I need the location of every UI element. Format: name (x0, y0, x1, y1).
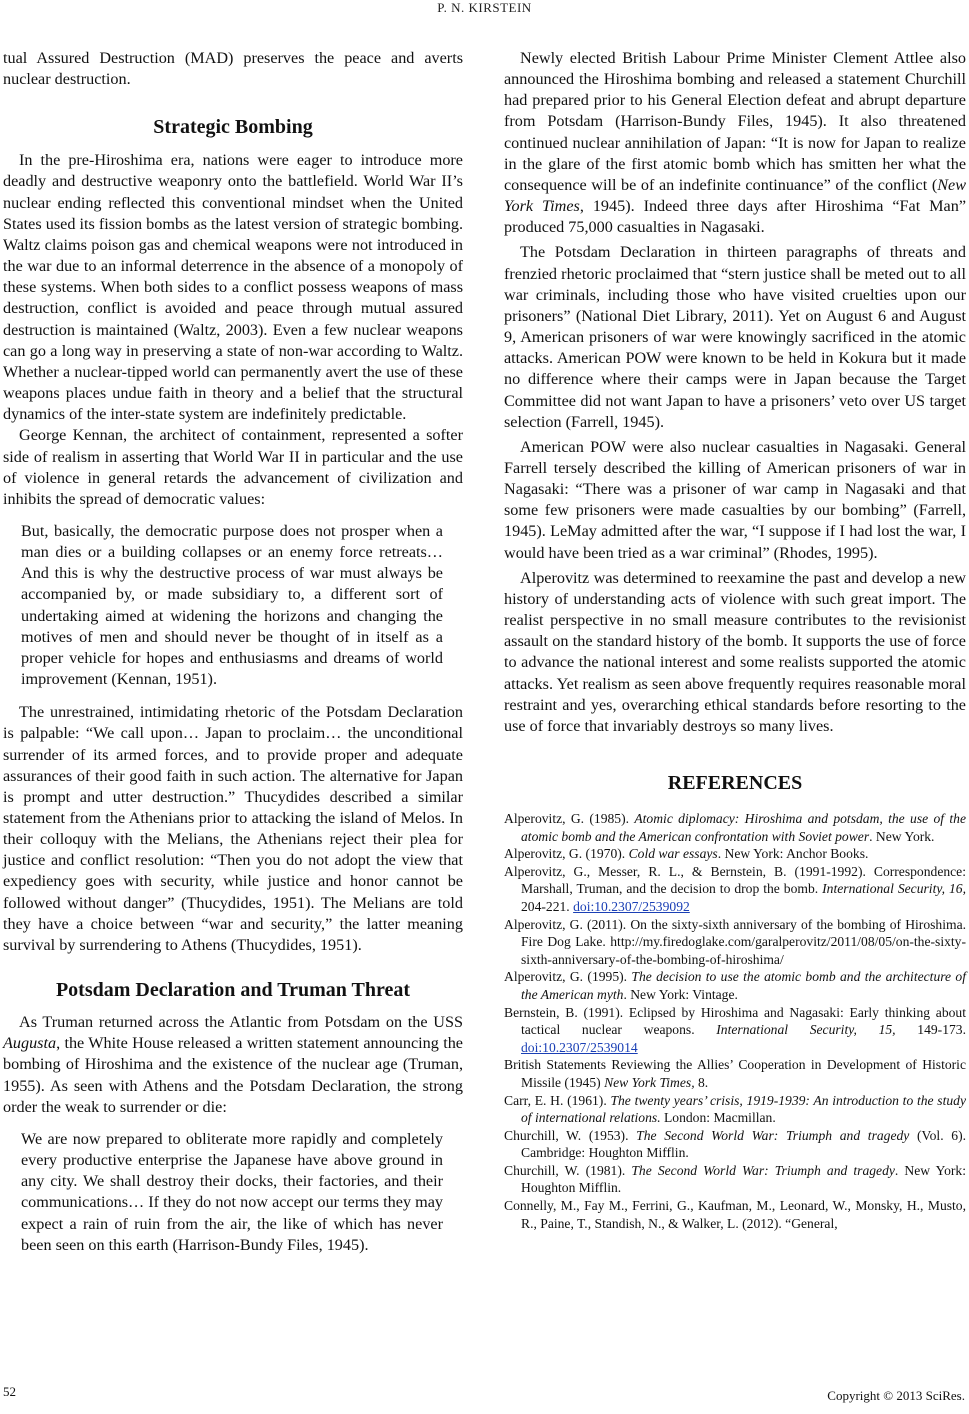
page-number: 52 (3, 1384, 16, 1399)
ref-text: Carr, E. H. (1961). (504, 1092, 611, 1108)
reference-item (504, 810, 966, 845)
reference-item (504, 863, 966, 916)
ref-title: Atomic diplomacy: Hiroshima and potsdam, the use of the atomic bomb and the American confrontation with Soviet power (521, 811, 966, 844)
paragraph-unrestrained: The unrestrained, intimidating rhetoric of the Potsdam Declaration is palpable: “We call upon… Japan to proclaim… the unconditional surrender of its armed forces, and to provide proper and adequate assurances of their good faith in such action. The alternative for Japan is prompt and utter destruction.” Thucydides described a similar statement from the Athenians prior to attacking the island of Melos. In their colloquy with the Melians, the Athenians reject their plea for justice and conflict resolution: “Then you do not adopt the view that expediency goes with security, while justice and honor cannot be followed without danger” (Thucydides, 1951). The Melians are told they have a choice between “war and security,” the latter meaning survival by surrendering to Athens (Thucydides, 1951). (3, 703, 463, 954)
ref-text: (Vol. 6). Cambridge: Houghton Mifflin. (521, 1127, 966, 1161)
reference-item (504, 1127, 966, 1162)
right-column (504, 48, 966, 1232)
truman-text-a: As Truman returned across the Atlantic from Potsdam on the USS (19, 1013, 463, 1032)
ref-title: The decision to use the atomic bomb and the architecture of the American myth (521, 969, 966, 1002)
ref-text: Churchill, W. (1953). (504, 1127, 637, 1143)
ref-text: . New York: Anchor Books. (717, 846, 869, 862)
paragraph-attlee (504, 48, 966, 238)
ref-title: International Security, 16, (822, 881, 966, 897)
ref-text: Alperovitz, G., Messer, R. L., & Bernstein, B. (1991-1992). Correspondence: Marshall, Truman, and the decision to drop the bomb. (504, 863, 966, 897)
ref-title: The twenty years’ crisis, 1919-1939: An introduction to the study of international relations. (521, 1092, 966, 1126)
copyright-notice: Copyright © 2013 SciRes. (827, 1388, 965, 1403)
heading-potsdam-declaration: Potsdam Declaration and Truman Threat (55, 979, 411, 1002)
ref-text: 204-221. (521, 898, 574, 914)
ref-text: London: Macmillan. (660, 1110, 776, 1126)
truman-text-b: , the White House released a written statement announcing the bombing of Hiroshima and the existence of the nuclear age (Truman, 1955). As seen with Athens and the Potsdam Declaration, the strong order the weak to surrender or die: (3, 1034, 463, 1116)
ref-url: http://my.firedoglake.com/garalperovitz/2011/08/05/on-the-sixty-sixth-anniversary-of-the-bombing-of-hiroshima/ (521, 934, 966, 967)
ref-title: International Security, 15, (716, 1022, 896, 1038)
attlee-text-b: , 1945). Indeed three days after Hiroshima “Fat Man” produced 75,000 casualties in Nagasaki. (504, 197, 967, 237)
attlee-text-a: Newly elected British Labour Prime Minister Clement Attlee also announced the Hiroshima bombing and released a statement Churchill had prepared prior to his General Election defeat and abrupt departure from Potsdam (Harrison-Bundy Files, 1945). It also threatened continued nuclear annihilation of Japan: “It is now for Japan to realize in the glare of the first atomic bomb which has smitten her what the consequence will be of an indefinite continuance” of the conflict ( (504, 49, 966, 194)
reference-item (504, 968, 966, 1003)
paragraph-truman (3, 1012, 463, 1118)
ref-text: Bernstein, B. (1991). Eclipsed by Hiroshima and Nagasaki: Early thinking about tactical nuclear weapons. (504, 1004, 966, 1038)
ref-title: The Second World War: Triumph and tragedy (631, 1162, 895, 1178)
paragraph-kennan: George Kennan, the architect of containment, represented a softer side of realism in asserting that World War II in particular and the use of violence in general retards the advancement of civilization and inhibits the spread of democratic values: (3, 426, 463, 508)
reference-item (504, 1092, 966, 1127)
ref-text: Churchill, W. (1981). (504, 1162, 632, 1178)
ref-text: . New York: Vintage. (623, 986, 738, 1002)
ref-title: Cold war essays (628, 846, 718, 862)
ref-text: . New York. (869, 828, 935, 844)
quote-kennan: But, basically, the democratic purpose does not prosper when a man dies or a building collapses or an enemy force retreats… And this is why the destructive process of war must always be accompanied by, or made subsidiary to, a different sort of undertaking aimed at widening the horizons and changing the motives of men and should never be thought of in itself as a proper vehicle for hopes and enthusiasms and dreams of world improvement (Kennan, 1951). (21, 521, 443, 689)
ref-title: New York Times, (604, 1074, 695, 1090)
reference-item (504, 916, 966, 969)
references-list (504, 810, 966, 1232)
left-column (3, 48, 463, 1256)
ref-text: 149-173. (895, 1022, 966, 1038)
reference-item (504, 1004, 966, 1057)
ref-text: 8. (694, 1074, 709, 1090)
attlee-nyt: New York Times (504, 175, 966, 216)
doi-link[interactable]: doi:10.2307/2539092 (573, 898, 690, 914)
reference-item (504, 1162, 966, 1197)
ref-text: Alperovitz, G. (1970). (504, 846, 629, 862)
reference-item (504, 1056, 966, 1091)
paragraph-pre-hiroshima: In the pre-Hiroshima era, nations were eager to introduce more deadly and destructive weaponry onto the battlefield. World War II’s nuclear ending reflected this conventional mindset when the United States used its fission bombs as the latest version of strategic bombing. Waltz claims poison gas and chemical weapons were not introduced in the war due to an informal deterrence in the absence of a monopoly of these systems. When both sides to a conflict possess weapons of mass destruction, conflict is avoided and peace through mutual assured destruction is maintained (Waltz, 2003). Even a few nuclear weapons can go a long way in preserving a state of non-war according to Waltz. Whether a nuclear-tipped world can permanently avert the use of these weapons places undue faith in theory and a belief that the structural dynamics of the inter-state system are indefinitely predictable. (3, 151, 463, 424)
ship-name: Augusta (3, 1034, 57, 1053)
ref-title: The Second World War: Triumph and tragedy (636, 1127, 910, 1143)
ref-text: British Statements Reviewing the Allies’ Cooperation in Development of Historic Missile (1945) (504, 1057, 966, 1090)
paragraph-potsdam-declaration: The Potsdam Declaration in thirteen paragraphs of threats and frenzied rhetoric proclaimed that “stern justice shall be meted out to all war criminals, including those who have visited cruelties upon our prisoners” (National Diet Library, 2011). Yet on August 6 and August 9, American prisoners of war were knowingly sacrificed in the atomic attacks. American POW were known to be held in Kokura but it made no difference where their camps were in Japan because the Target Committee did not want Japan to have a prisoners’ veto over US target selection (Farrell, 1945). (504, 243, 966, 431)
reference-item (504, 845, 966, 863)
ref-text: . New York: Houghton Mifflin. (521, 1162, 966, 1196)
heading-strategic-bombing: Strategic Bombing (153, 116, 313, 139)
running-head: P. N. KIRSTEIN (437, 0, 532, 15)
paragraph-intro: tual Assured Destruction (MAD) preserves the peace and averts nuclear destruction. (3, 49, 463, 89)
ref-text: Alperovitz, G. (1985). (504, 811, 635, 826)
paragraph-pow: American POW were also nuclear casualties in Nagasaki. General Farrell tersely described the killing of American prisoners of war in Nagasaki: “There was a prisoner of war camp in Nagasaki and that some few prisoners were made casualties by our bombing” (Farrell, 1945). LeMay admitted after the war, “I suppose if I had lost the war, I would have been tried as a war criminal” (Rhodes, 1995). (504, 437, 966, 562)
quote-truman: We are now prepared to obliterate more rapidly and completely every productive enterprise the Japanese have above ground in any city. We shall destroy their docks, their factories, and their communications… If they do not now accept our terms they may expect a rain of ruin from the air, the like of which has never been seen on this earth (Harrison-Bundy Files, 1945). (21, 1129, 443, 1254)
reference-item: Connelly, M., Fay M., Ferrini, G., Kaufman, M., Leonard, W., Monsky, H., Musto, R., Paine, T., Standish, N., & Walker, L. (2012). “General, (504, 1198, 966, 1231)
ref-text: Alperovitz, G. (1995). (504, 969, 632, 985)
doi-link[interactable]: doi:10.2307/2539014 (521, 1039, 638, 1055)
ref-text: Alperovitz, G. (2011). On the sixty-sixth anniversary of the bombing of Hiroshima. Fire Dog Lake. (504, 916, 966, 950)
references-heading: REFERENCES (667, 772, 803, 794)
paragraph-alperovitz: Alperovitz was determined to reexamine the past and develop a new history of understanding acts of violence with such great import. The realist perspective in no small measure contributes to the revisionist assault on the standard history of the bomb. It supports the use of force to advance the national interest and some realists supported the atomic attacks. Yet realism as seen above frequently requires reasonable moral restraint and yes, overarching ethical standards before resorting to the use of force that invariably destroys so many lives. (504, 568, 966, 735)
